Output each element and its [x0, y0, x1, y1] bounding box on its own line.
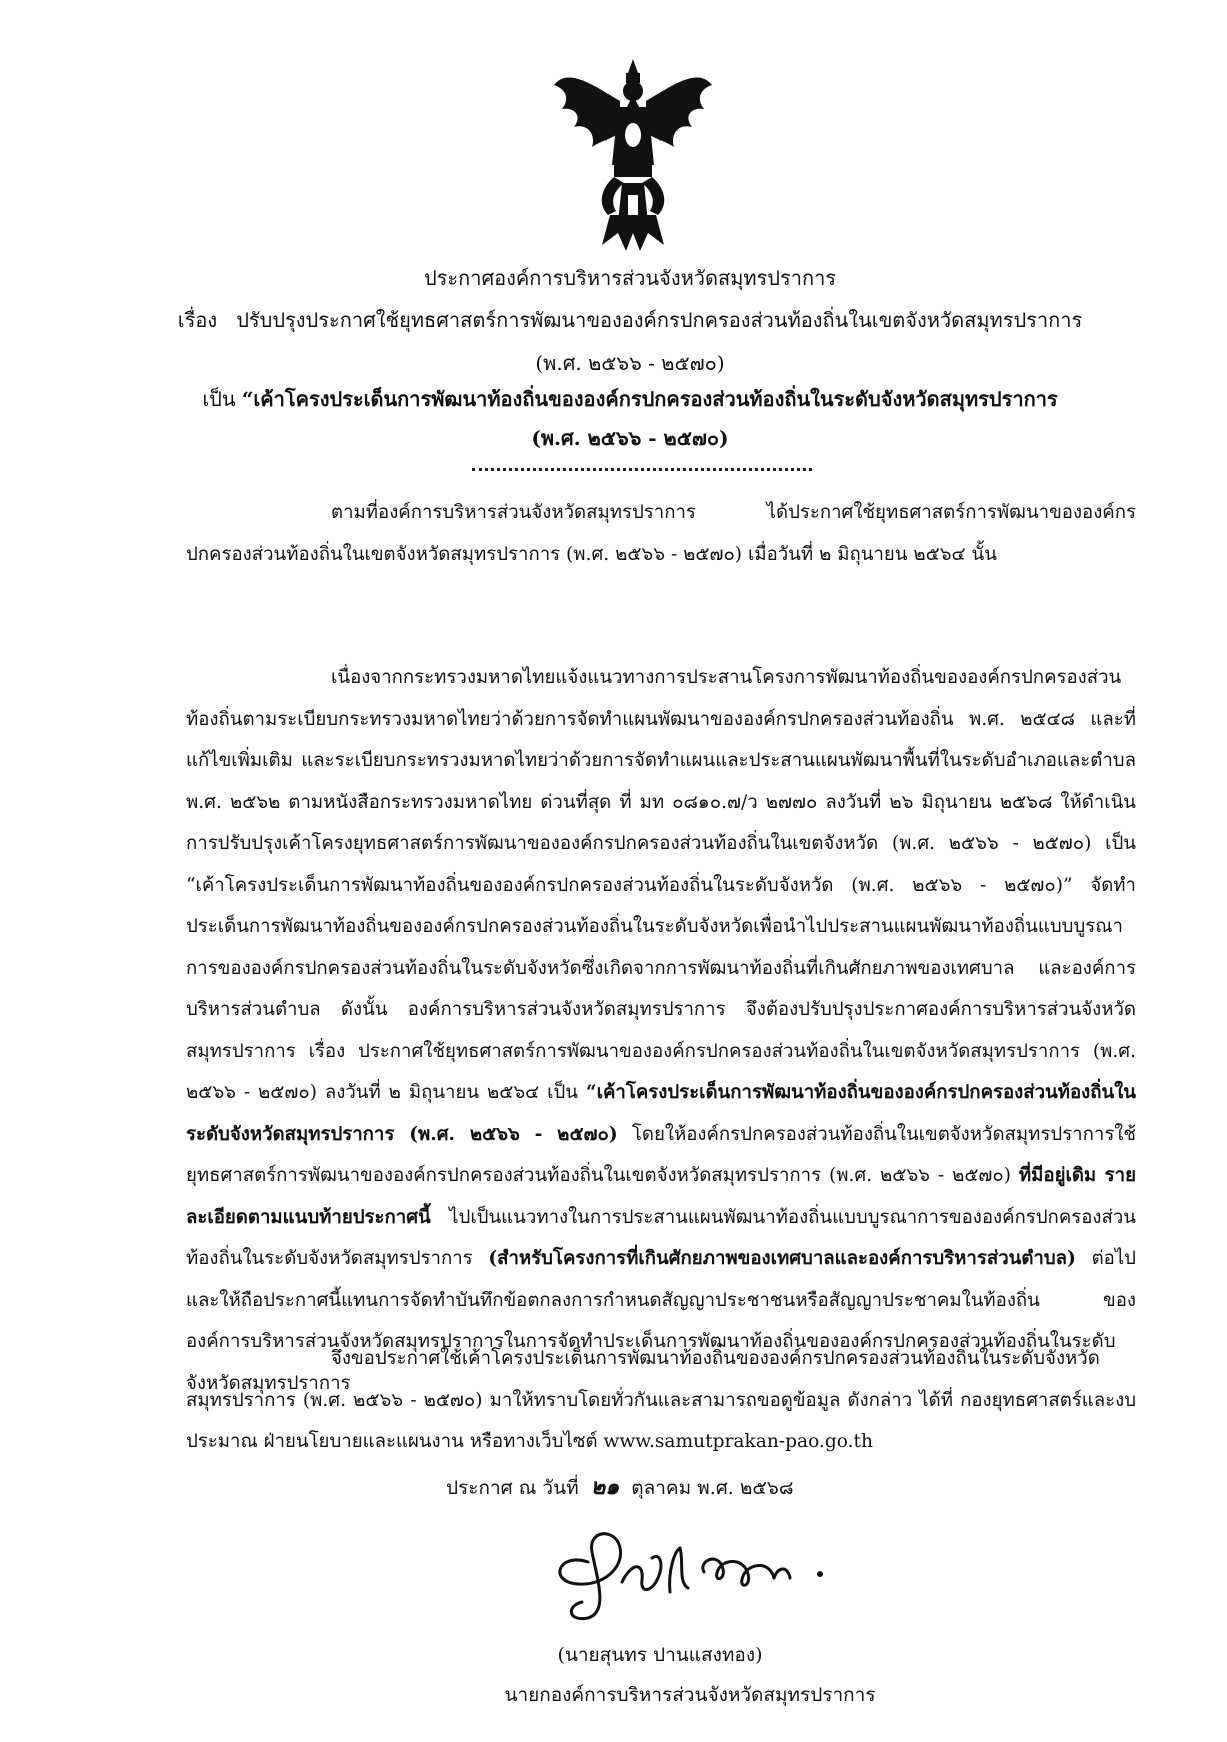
paragraph-2-bold-f: (สำหรับโครงการที่เกินศักยภาพของเทศบาลและองค์การบริหารส่วนตำบล): [488, 1248, 1076, 1269]
announcement-title: ประกาศองค์การบริหารส่วนจังหวัดสมุทรปราการ: [423, 266, 837, 290]
announcement-date: [446, 1469, 794, 1504]
paragraph-2-text-c: โดยให้องค์กรปกครองส่วนท้องถิ่นในเขตจังหวัดสมุทรปราการใช้ยุทธศาสตร์การพัฒนาขององค์กรปกครองส่วนท้องถิ่นในเขตจังหวัดสมุทรปราการ (พ.ศ. ๒๕๖๖ - ๒๕๗๐): [186, 1123, 1137, 1186]
paragraph-2-bold-d: ที่มีอยู่เดิม รายละเอียดตามแนบท้ายประกาศนี้: [186, 1165, 1136, 1228]
signer-name: (นายสุนทร ปานแสงทอง): [557, 1644, 763, 1666]
signature-icon: [548, 1522, 838, 1632]
date-day: ๒๑: [590, 1474, 620, 1500]
subject-prefix: เรื่อง: [177, 308, 218, 332]
paragraph-2-text-e: ไปเป็นแนวทางในการประสานแผนพัฒนาท้องถิ่นแบบบูรณาการขององค์กรปกครองส่วนท้องถิ่นในระดับจังหวัดสมุทรปราการ: [186, 1206, 1136, 1269]
as-prefix: เป็น: [202, 387, 236, 411]
paragraph-2-bold-b: “เค้าโครงประเด็นการพัฒนาท้องถิ่นขององค์กรปกครองส่วนท้องถิ่นในระดับจังหวัดสมุทรปราการ (พ.ศ. ๒๕๖๖ - ๒๕๗๐): [186, 1082, 1136, 1145]
as-period: (พ.ศ. ๒๕๖๖ - ๒๕๗๐): [531, 426, 729, 450]
date-prefix: ประกาศ ณ วันที่: [446, 1477, 579, 1499]
garuda-emblem-icon: [548, 55, 718, 260]
as-title: “เค้าโครงประเด็นการพัฒนาท้องถิ่นขององค์กรปกครองส่วนท้องถิ่นในระดับจังหวัดสมุทรปราการ: [241, 387, 1058, 411]
paragraph-2-text-a: เนื่องจากกระทรวงมหาดไทยแจ้งแนวทางการประสานโครงการพัฒนาท้องถิ่นขององค์กรปกครองส่วนท้องถิ่นตามระเบียบกระทรวงมหาดไทยว่าด้วยการจัดทำแผนพัฒนาขององค์กรปกครองส่วนท้องถิ่น พ.ศ. ๒๕๔๘ และที่แก้ไขเพิ่มเติม และระเบียบกระทรวงมหาดไทยว่าด้วยการจัดทำแผนและประสานแผนพัฒนาพื้นที่ในระดับอำเภอและตำบล พ.ศ. ๒๕๖๒ ตามหนังสือกระทรวงมหาดไทย ด่วนที่สุด ที่ มท ๐๘๑๐.๗/ว ๒๗๗๐ ลงวันที่ ๒๖ มิถุนายน ๒๕๖๘ ให้ดำเนินการปรับปรุงเค้าโครงยุทธศาสตร์การพัฒนาขององค์กรปกครองส่วนท้องถิ่นในเขตจังหวัด (พ.ศ. ๒๕๖๖ - ๒๕๗๐) เป็น “เค้าโครงประเด็นการพัฒนาท้องถิ่นขององค์กรปกครองส่วนท้องถิ่นในระดับจังหวัด (พ.ศ. ๒๕๖๖ - ๒๕๗๐)” จัดทำประเด็นการพัฒนาท้องถิ่นขององค์กรปกครองส่วนท้องถิ่นในระดับจังหวัดเพื่อนำไปประสานแผนพัฒนาท้องถิ่นแบบบูรณาการขององค์กรปกครองส่วนท้องถิ่นในระดับจังหวัดซึ่งเกิดจากการพัฒนาท้องถิ่นที่เกินศักยภาพของเทศบาล และองค์การบริหารส่วนตำบล ดังนั้น องค์การบริหารส่วนจังหวัดสมุทรปราการ จึงต้องปรับปรุงประกาศองค์การบริหารส่วนจังหวัดสมุทรปราการ เรื่อง ประกาศใช้ยุทธศาสตร์การพัฒนาขององค์กรปกครองส่วนท้องถิ่นในเขตจังหวัดสมุทรปราการ (พ.ศ. ๒๕๖๖ - ๒๕๗๐) ลงวันที่ ๒ มิถุนายน ๒๕๖๔ เป็น: [186, 667, 1136, 1103]
paragraph-2: [186, 657, 1136, 1404]
subject-text: ปรับปรุงประกาศใช้ยุทธศาสตร์การพัฒนาขององค์กรปกครองส่วนท้องถิ่นในเขตจังหวัดสมุทรปราการ: [236, 308, 1083, 332]
paragraph-2-text-g: ต่อไป และให้ถือประกาศนี้แทนการจัดทำบันทึกข้อตกลงการกำหนดสัญญาประชาชนหรือสัญญาประชาคมในท้องถิ่น ขององค์การบริหารส่วนจังหวัดสมุทรปราการในการจัดทำประเด็นการพัฒนาท้องถิ่นขององค์กรปกครองส่วนท้องถิ่นในระดับจังหวัดสมุทรปราการ: [186, 1248, 1136, 1394]
paragraph-1: ตามที่องค์การบริหารส่วนจังหวัดสมุทรปราการ ได้ประกาศใช้ยุทธศาสตร์การพัฒนาขององค์กรปกครองส่วนท้องถิ่นในเขตจังหวัดสมุทรปราการ (พ.ศ. ๒๕๖๖ - ๒๕๗๐) เมื่อวันที่ ๒ มิถุนายน ๒๕๖๔ นั้น: [186, 502, 1136, 565]
announcement-subject: [150, 304, 1110, 336]
subject-period: (พ.ศ. ๒๕๖๖ - ๒๕๗๐): [535, 351, 725, 375]
paragraph-3: จึงขอประกาศใช้เค้าโครงประเด็นการพัฒนาท้องถิ่นขององค์กรปกครองส่วนท้องถิ่นในระดับจังหวัดสมุทรปราการ (พ.ศ. ๒๕๖๖ - ๒๕๗๐) มาให้ทราบโดยทั่วกันและสามารถขอดูข้อมูล ดังกล่าว ได้ที่ กองยุทธศาสตร์และงบประมาณ ฝ่ายนโยบายและแผนงาน หรือทางเว็บไซต์ www.samutprakan-pao.go.th: [186, 1348, 1136, 1452]
announcement-as: [150, 383, 1110, 415]
date-rest: ตุลาคม พ.ศ. ๒๕๖๘: [631, 1477, 794, 1499]
dotted-divider: [472, 468, 812, 471]
signer-position: นายกองค์การบริหารส่วนจังหวัดสมุทรปราการ: [504, 1684, 876, 1706]
